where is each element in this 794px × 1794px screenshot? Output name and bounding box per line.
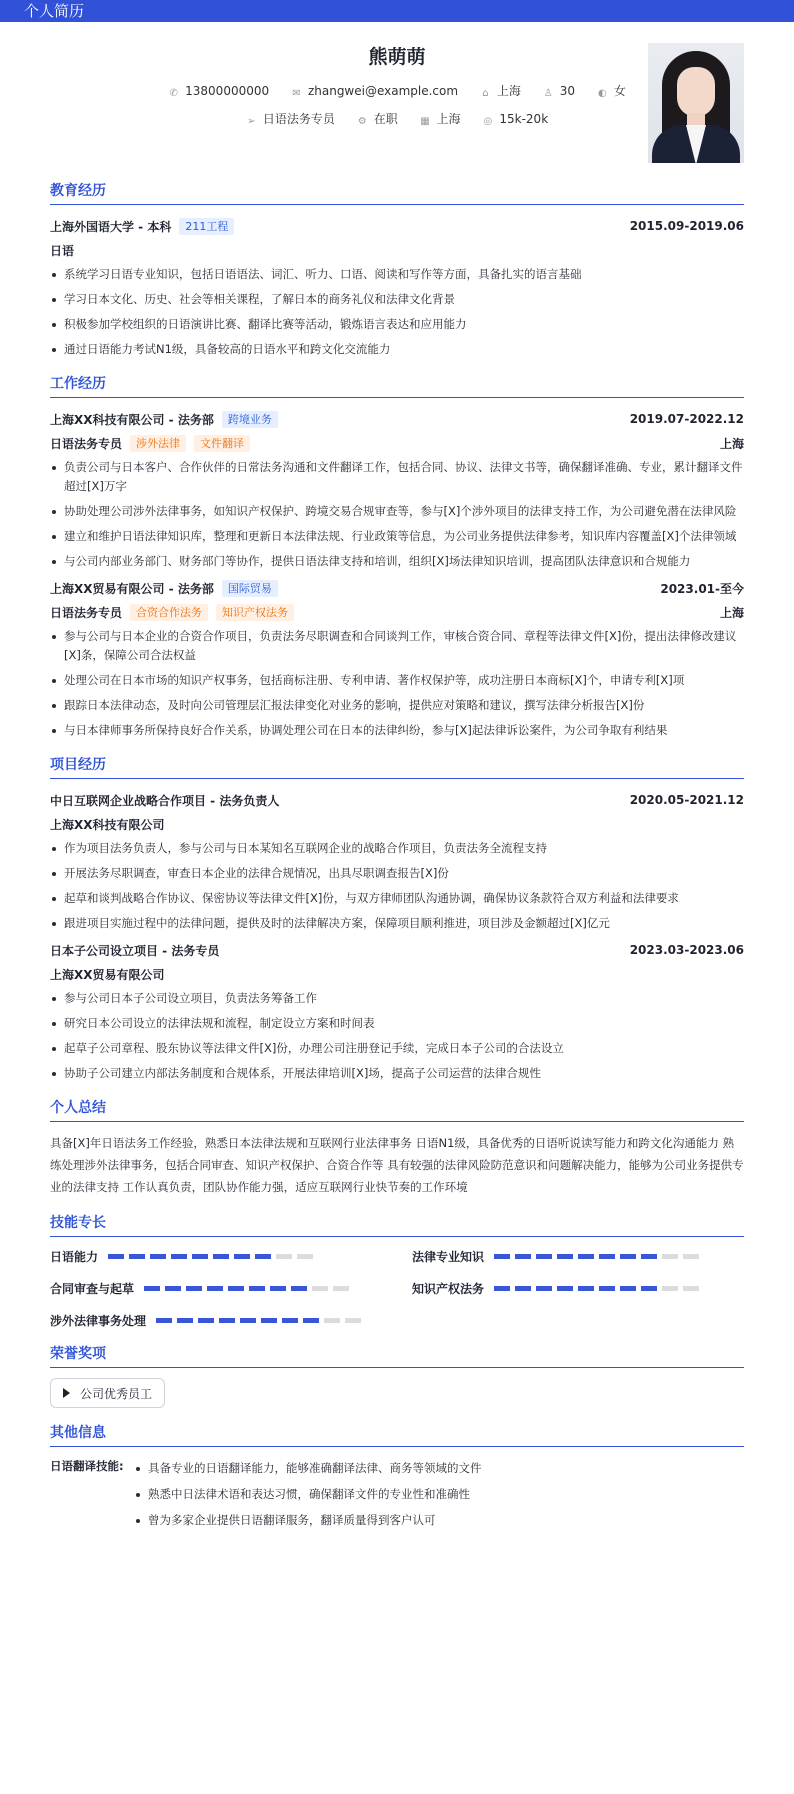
work-title: 工作经历 — [50, 373, 744, 398]
candidate-name: 熊萌萌 — [368, 46, 426, 68]
skill-level-segment — [536, 1286, 552, 1291]
resume-page — [0, 22, 794, 1543]
skill-level-segment — [234, 1254, 250, 1259]
company-tag: 国际贸易 — [222, 580, 278, 597]
person-icon: ♙ — [543, 88, 553, 99]
skill-level-segment — [494, 1286, 510, 1291]
projects-section — [50, 754, 744, 1083]
skill-item — [50, 1279, 382, 1297]
other-label: 日语翻译技能: — [50, 1459, 124, 1473]
skill-level-segment — [312, 1286, 328, 1291]
skill-name: 知识产权法务 — [412, 1281, 485, 1296]
skill-level-segment — [599, 1254, 615, 1259]
send-icon: ➢ — [247, 116, 256, 127]
skill-level-segment — [683, 1254, 699, 1259]
work-section — [50, 373, 744, 740]
project-date: 2023.03-2023.06 — [629, 943, 744, 957]
skill-level-segment — [662, 1254, 678, 1259]
document-title: 个人简历 — [24, 2, 85, 20]
project-name: 中日互联网企业战略合作项目 - 法务负责人 — [50, 793, 280, 808]
skill-level-bar — [494, 1254, 704, 1259]
list-item: 起草和谈判战略合作协议、保密协议等法律文件[X]份，与双方律师团队沟通协调，确保协议条款符合双方利益和法律要求 — [50, 889, 744, 908]
skill-level-segment — [249, 1286, 265, 1291]
list-item: 系统学习日语专业知识，包括日语语法、词汇、听力、口语、阅读和写作等方面，具备扎实的语言基础 — [50, 265, 744, 284]
skills-title: 技能专长 — [50, 1212, 744, 1237]
list-item: 参与公司日本子公司设立项目，负责法务筹备工作 — [50, 989, 744, 1008]
phone-info: ✆ 13800000000 — [169, 84, 270, 99]
gender-info: ◐ 女 — [597, 84, 626, 99]
skill-level-segment — [150, 1254, 166, 1259]
work-location: 上海 — [719, 436, 744, 451]
project-date: 2020.05-2021.12 — [629, 793, 744, 807]
list-item: 负责公司与日本客户、合作伙伴的日常法务沟通和文件翻译工作，包括合同、协议、法律文书等，确保翻译准确、专业，累计翻译文件超过[X]万字 — [50, 458, 744, 496]
skill-level-segment — [291, 1286, 307, 1291]
salary-icon: ◎ — [483, 116, 493, 127]
role-tag: 知识产权法务 — [216, 604, 294, 621]
skill-level-segment — [165, 1286, 181, 1291]
skill-level-segment — [240, 1318, 256, 1323]
skill-level-segment — [641, 1286, 657, 1291]
awards-title: 荣誉奖项 — [50, 1343, 744, 1368]
email-info: ✉ zhangwei@example.com — [292, 84, 459, 99]
school-name: 上海外国语大学 - 本科 — [50, 219, 172, 234]
skill-level-segment — [177, 1318, 193, 1323]
summary-title: 个人总结 — [50, 1097, 744, 1122]
skill-level-segment — [324, 1318, 340, 1323]
work-bullets — [50, 458, 744, 571]
list-item: 跟踪日本法律动态，及时向公司管理层汇报法律变化对业务的影响，提供应对策略和建议，撰写法律分析报告[X]份 — [50, 696, 744, 715]
work-city-info: ▦ 上海 — [420, 112, 461, 127]
education-entry-head — [50, 215, 744, 237]
education-date: 2015.09-2019.06 — [629, 219, 744, 233]
award-name: 公司优秀员工 — [80, 1386, 153, 1401]
awards-section — [50, 1343, 744, 1408]
education-bullets — [50, 265, 744, 359]
other-section — [50, 1422, 744, 1543]
position-info: ➢ 日语法务专员 — [247, 112, 335, 127]
project-org: 上海XX科技有限公司 — [50, 817, 165, 832]
project-name: 日本子公司设立项目 - 法务专员 — [50, 943, 220, 958]
skill-item — [412, 1279, 744, 1297]
skill-level-segment — [515, 1254, 531, 1259]
list-item: 建立和维护日语法律知识库，整理和更新日本法律法规、行业政策等信息，为公司业务提供法律参考，知识库内容覆盖[X]个法律领域 — [50, 527, 744, 546]
education-major-row — [50, 237, 744, 263]
skill-level-segment — [213, 1254, 229, 1259]
profile-photo — [648, 43, 744, 163]
contact-row — [50, 82, 744, 99]
resume-header — [50, 22, 744, 180]
building-icon: ▦ — [420, 116, 430, 127]
skill-name: 合同审查与起草 — [50, 1281, 135, 1296]
skill-level-segment — [557, 1254, 573, 1259]
skill-level-segment — [255, 1254, 271, 1259]
home-icon: ⌂ — [482, 88, 489, 99]
list-item: 跟进项目实施过程中的法律问题，提供及时的法律解决方案，保障项目顺利推进，项目涉及金额超过[X]亿元 — [50, 914, 744, 933]
other-title: 其他信息 — [50, 1422, 744, 1447]
phone-icon: ✆ — [169, 88, 178, 99]
list-item: 开展法务尽职调查，审查日本企业的法律合规情况，出具尽职调查报告[X]份 — [50, 864, 744, 883]
skill-item — [50, 1247, 382, 1265]
list-item: 处理公司在日本市场的知识产权事务，包括商标注册、专利申请、著作权保护等，成功注册日本商标[X]个，申请专利[X]项 — [50, 671, 744, 690]
skill-level-segment — [198, 1318, 214, 1323]
major: 日语 — [50, 243, 75, 258]
education-title: 教育经历 — [50, 180, 744, 205]
role-tag: 文件翻译 — [194, 435, 250, 452]
other-bullets — [134, 1459, 482, 1537]
work-date: 2023.01-至今 — [660, 581, 744, 596]
skill-level-segment — [156, 1318, 172, 1323]
skill-level-segment — [108, 1254, 124, 1259]
topbar — [0, 0, 794, 22]
skill-level-segment — [171, 1254, 187, 1259]
skill-level-segment — [494, 1254, 510, 1259]
skills-grid — [50, 1247, 744, 1329]
skill-level-segment — [282, 1318, 298, 1323]
award-item[interactable] — [50, 1378, 165, 1408]
project-org: 上海XX贸易有限公司 — [50, 967, 165, 982]
mail-icon: ✉ — [292, 88, 301, 99]
work-role-row — [50, 599, 744, 625]
project-bullets — [50, 989, 744, 1083]
list-item: 研究日本公司设立的法律法规和流程，制定设立方案和时间表 — [50, 1014, 744, 1033]
project-entry-head — [50, 789, 744, 811]
skill-level-bar — [494, 1286, 704, 1291]
gear-icon: ⚙ — [357, 116, 367, 127]
list-item: 作为项目法务负责人，参与公司与日本某知名互联网企业的战略合作项目，负责法务全流程支持 — [50, 839, 744, 858]
skill-level-segment — [578, 1254, 594, 1259]
skill-level-segment — [303, 1318, 319, 1323]
skill-level-segment — [683, 1286, 699, 1291]
skill-level-bar — [108, 1254, 318, 1259]
work-entry-head — [50, 408, 744, 430]
skill-level-segment — [219, 1318, 235, 1323]
skill-level-segment — [192, 1254, 208, 1259]
skill-level-segment — [228, 1286, 244, 1291]
work-role-row — [50, 430, 744, 456]
company-name: 上海XX贸易有限公司 - 法务部 — [50, 581, 214, 596]
skill-level-segment — [297, 1254, 313, 1259]
skill-level-bar — [144, 1286, 354, 1291]
role-name: 日语法务专员 — [50, 605, 123, 620]
project-org-row — [50, 961, 744, 987]
skill-level-segment — [620, 1286, 636, 1291]
list-item: 熟悉中日法律术语和表达习惯，确保翻译文件的专业性和准确性 — [134, 1485, 482, 1504]
job-intent-row — [50, 110, 744, 127]
role-name: 日语法务专员 — [50, 436, 123, 451]
summary-section — [50, 1097, 744, 1198]
work-entry-head — [50, 577, 744, 599]
skill-item — [412, 1247, 744, 1265]
skill-level-segment — [599, 1286, 615, 1291]
list-item: 通过日语能力考试N1级，具备较高的日语水平和跨文化交流能力 — [50, 340, 744, 359]
list-item: 与公司内部业务部门、财务部门等协作，提供日语法律支持和培训，组织[X]场法律知识培训，提高团队法律意识和合规能力 — [50, 552, 744, 571]
summary-text: 具备[X]年日语法务工作经验，熟悉日本法律法规和互联网行业法律事务 日语N1级，具备优秀的日语听说读写能力和跨文化沟通能力 熟练处理涉外法律事务，包括合同审查、知识产权保护、合资合作等 具有较强的法律风险防范意识和问题解决能力，能够为公司业务提供专业的法律支持 工作认真负责，团队协作能力强，适应互联网行业快节奏的工作环境 — [50, 1136, 744, 1194]
skill-level-segment — [276, 1254, 292, 1259]
age-info: ♙ 30 — [543, 84, 576, 99]
status-info: ⚙ 在职 — [357, 112, 398, 127]
salary-info: ◎ 15k-20k — [483, 112, 549, 127]
work-location: 上海 — [719, 605, 744, 620]
skill-level-segment — [515, 1286, 531, 1291]
school-tag: 211工程 — [179, 218, 234, 235]
skill-level-bar — [156, 1318, 366, 1323]
skill-level-segment — [261, 1318, 277, 1323]
skill-level-segment — [557, 1286, 573, 1291]
list-item: 与日本律师事务所保持良好合作关系，协调处理公司在日本的法律纠纷，参与[X]起法律诉讼案件，为公司争取有利结果 — [50, 721, 744, 740]
education-section — [50, 180, 744, 359]
skill-level-segment — [536, 1254, 552, 1259]
gender-icon: ◐ — [597, 88, 607, 99]
skill-level-segment — [345, 1318, 361, 1323]
skill-name: 涉外法律事务处理 — [50, 1313, 147, 1328]
list-item: 起草子公司章程、股东协议等法律文件[X]份，办理公司注册登记手续，完成日本子公司的合法设立 — [50, 1039, 744, 1058]
work-date: 2019.07-2022.12 — [629, 412, 744, 426]
skill-level-segment — [662, 1286, 678, 1291]
list-item: 协助处理公司涉外法律事务，如知识产权保护、跨境交易合规审查等，参与[X]个涉外项目的法律支持工作，为公司避免潜在法律风险 — [50, 502, 744, 521]
skills-section — [50, 1212, 744, 1329]
list-item: 协助子公司建立内部法务制度和合规体系，开展法律培训[X]场，提高子公司运营的法律合规性 — [50, 1064, 744, 1083]
company-name: 上海XX科技有限公司 - 法务部 — [50, 412, 214, 427]
list-item: 积极参加学校组织的日语演讲比赛、翻译比赛等活动，锻炼语言表达和应用能力 — [50, 315, 744, 334]
list-item: 曾为多家企业提供日语翻译服务，翻译质量得到客户认可 — [134, 1511, 482, 1530]
work-bullets — [50, 627, 744, 740]
skill-level-segment — [129, 1254, 145, 1259]
projects-title: 项目经历 — [50, 754, 744, 779]
skill-level-segment — [186, 1286, 202, 1291]
project-org-row — [50, 811, 744, 837]
play-icon — [63, 1388, 70, 1398]
skill-level-segment — [620, 1254, 636, 1259]
skill-level-segment — [270, 1286, 286, 1291]
skill-item — [50, 1311, 382, 1329]
skill-level-segment — [333, 1286, 349, 1291]
company-tag: 跨境业务 — [222, 411, 278, 428]
skill-level-segment — [144, 1286, 160, 1291]
role-tag: 涉外法律 — [130, 435, 186, 452]
skill-level-segment — [207, 1286, 223, 1291]
skill-name: 法律专业知识 — [412, 1249, 485, 1264]
role-tag: 合资合作法务 — [130, 604, 208, 621]
skill-level-segment — [641, 1254, 657, 1259]
other-info — [50, 1457, 744, 1543]
skill-level-segment — [578, 1286, 594, 1291]
list-item: 具备专业的日语翻译能力，能够准确翻译法律、商务等领域的文件 — [134, 1459, 482, 1478]
project-entry-head — [50, 939, 744, 961]
list-item: 参与公司与日本企业的合资合作项目，负责法务尽职调查和合同谈判工作，审核合资合同、章程等法律文件[X]份，提出法律修改建议[X]条，保障公司合法权益 — [50, 627, 744, 665]
city-info: ⌂ 上海 — [480, 82, 521, 99]
skill-name: 日语能力 — [50, 1249, 99, 1264]
project-bullets — [50, 839, 744, 933]
list-item: 学习日本文化、历史、社会等相关课程，了解日本的商务礼仪和法律文化背景 — [50, 290, 744, 309]
